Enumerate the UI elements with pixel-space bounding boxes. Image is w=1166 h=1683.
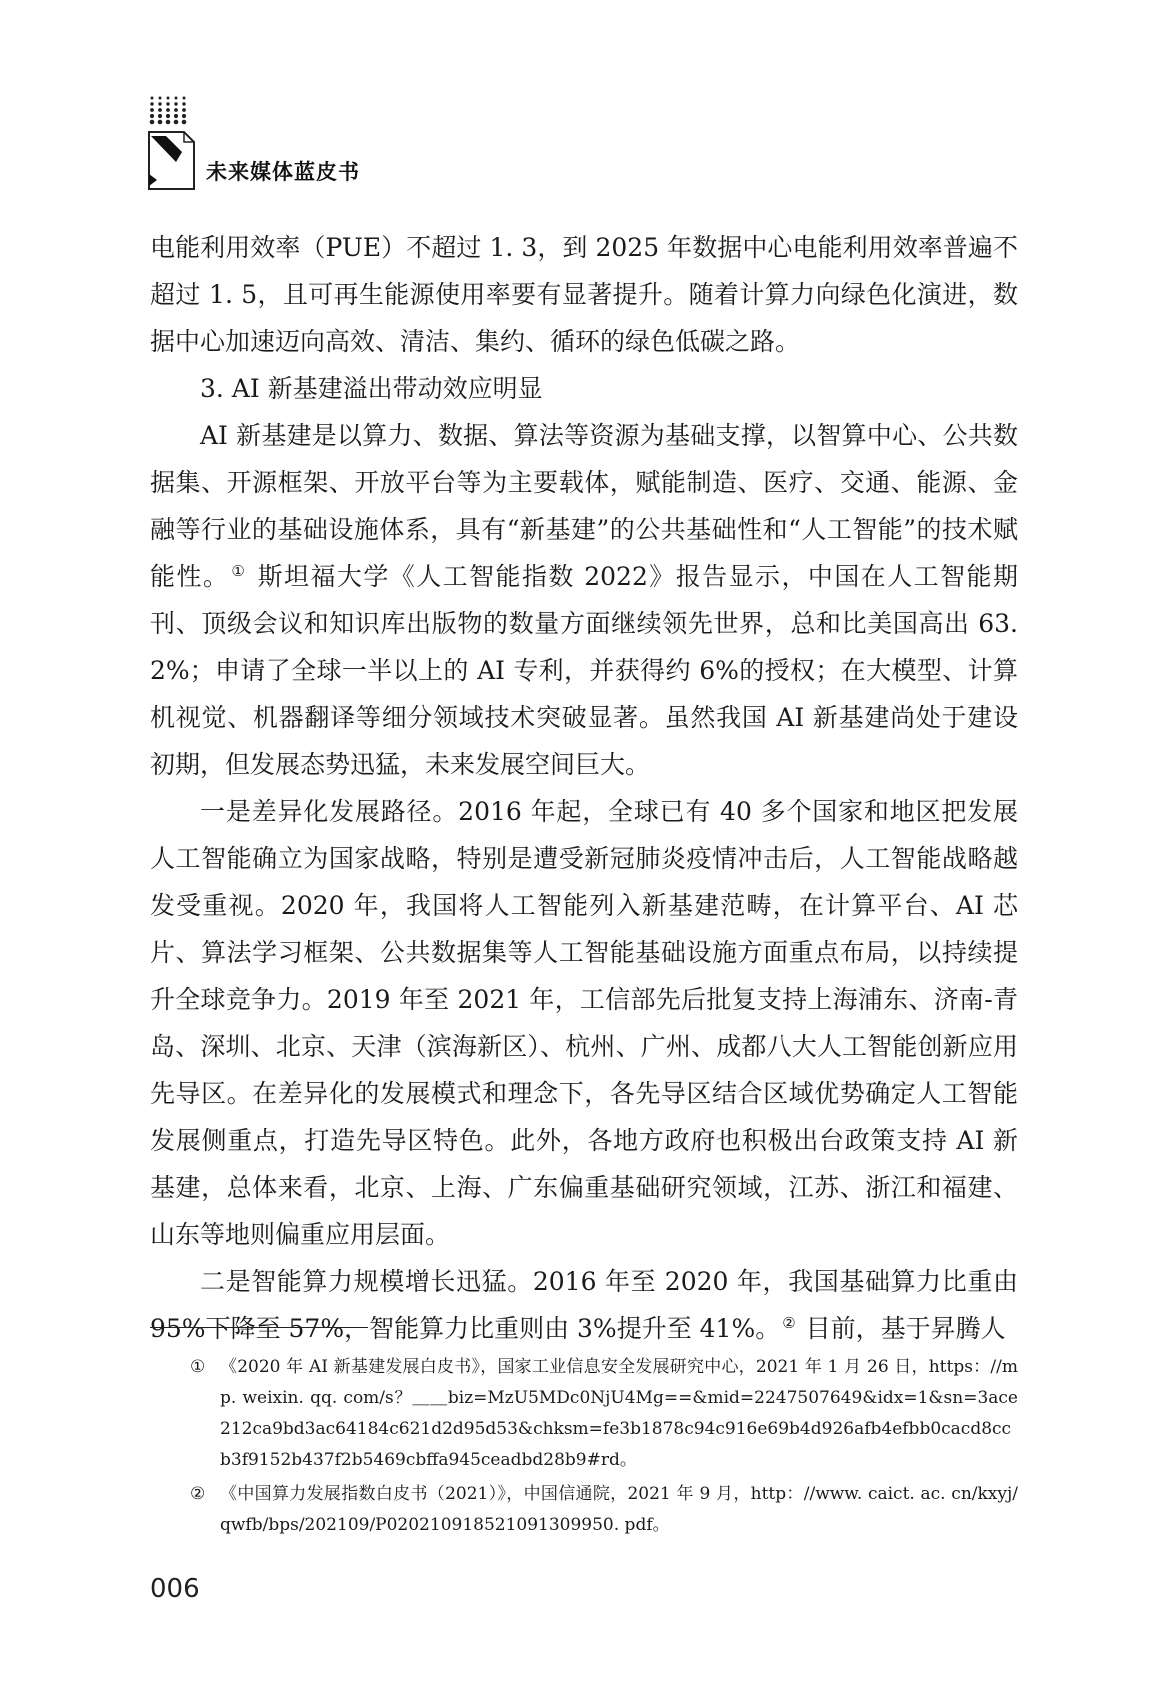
paragraph-compute-growth: [150, 1258, 1018, 1352]
footnote-mark: ②: [190, 1484, 206, 1504]
footnote-ref-2[interactable]: ②: [782, 1313, 796, 1332]
footnote-text: 《中国算力发展指数白皮书（2021）》，中国信通院，2021 年 9 月，http：//www. caict. ac. cn/kxyj/qwfb/bps/202109/P020210918521091309950. pdf。: [220, 1484, 1018, 1535]
paragraph-text: AI 新基建是以算力、数据、算法等资源为基础支撑，以智算中心、公共数据集、开源框架、开放平台等为主要载体，赋能制造、医疗、交通、能源、金融等行业的基础设施体系，具有“新基建”的公共基础性和“人工智能”的技术赋能性。: [150, 421, 1018, 591]
paragraph-text: 目前，基于昇腾人: [797, 1314, 1006, 1343]
footnote-text: 《2020 年 AI 新基建发展白皮书》，国家工业信息安全发展研究中心，2021 年 1 月 26 日，https：//mp. weixin. qq. com/s？＿＿biz=MzU5MDc0NjU4Mg==&mid=2247507649&idx=1&sn=3ace212ca9bd3ac64184c621d2d95d53&chksm=fe3b1878c94c916e69b4d926afb4efbb0cacd8ccb3f9152b437f2b5469cbffa945ceadbd28b9#rd。: [220, 1357, 1018, 1470]
main-body: [150, 224, 1018, 1352]
footnote-ref-1[interactable]: ①: [231, 561, 247, 580]
footnote-1: [190, 1352, 1018, 1476]
section-heading: 3. AI 新基建溢出带动效应明显: [200, 374, 543, 403]
book-series-logo-icon: [148, 96, 196, 196]
series-title: 未来媒体蓝皮书: [206, 160, 360, 184]
paragraph-differentiated-path: 一是差异化发展路径。2016 年起，全球已有 40 多个国家和地区把发展人工智能确立为国家战略，特别是遭受新冠肺炎疫情冲击后，人工智能战略越发受重视。2020 年，我国将人工智能列入新基建范畴，在计算平台、AI 芯片、算法学习框架、公共数据集等人工智能基础设施方面重点布局，以持续提升全球竞争力。2019 年至 2021 年，工信部先后批复支持上海浦东、济南-青岛、深圳、北京、天津（滨海新区）、杭州、广州、成都八大人工智能创新应用先导区。在差异化的发展模式和理念下，各先导区结合区域优势确定人工智能发展侧重点，打造先导区特色。此外，各地方政府也积极出台政策支持 AI 新基建，总体来看，北京、上海、广东偏重基础研究领域，江苏、浙江和福建、山东等地则偏重应用层面。: [150, 797, 1018, 1249]
paragraph-text: 斯坦福大学《人工智能指数 2022》报告显示，中国在人工智能期刊、顶级会议和知识库出版物的数量方面继续领先世界，总和比美国高出 63. 2%；申请了全球一半以上的 AI 专利，并获得约 6%的授权；在大模型、计算机视觉、机器翻译等细分领域技术突破显著。虽然我国 AI 新基建尚处于建设初期，但发展态势迅猛，未来发展空间巨大。: [150, 562, 1018, 779]
paragraph-ai-infrastructure: [150, 412, 1018, 788]
footnotes: [190, 1352, 1018, 1541]
page-number: 006: [150, 1574, 200, 1604]
paragraph-pue: 电能利用效率（PUE）不超过 1. 3，到 2025 年数据中心电能利用效率普遍不超过 1. 5，且可再生能源使用率要有显著提升。随着计算力向绿色化演进，数据中心加速迈向高效、清洁、集约、循环的绿色低碳之路。: [150, 233, 1018, 356]
footnote-2: [190, 1479, 1018, 1541]
paragraph-text: 二是智能算力规模增长迅猛。2016 年至 2020 年，我国基础算力比重由 95%下降至 57%，智能算力比重则由 3%提升至 41%。: [150, 1267, 1018, 1343]
footnote-mark: ①: [190, 1357, 206, 1377]
footnote-divider: [150, 1327, 368, 1328]
